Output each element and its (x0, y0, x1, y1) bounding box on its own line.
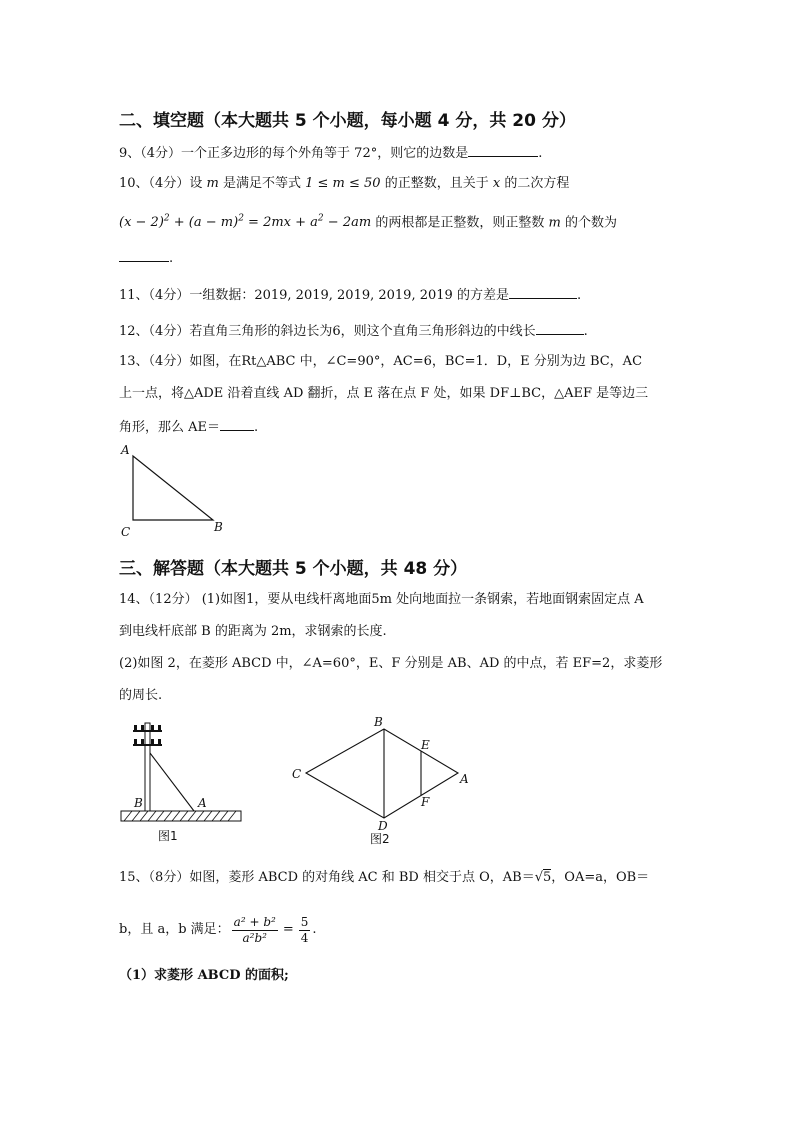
pole (145, 723, 150, 811)
q9-answer-blank[interactable] (468, 144, 538, 157)
q12-text: 12、（4分）若直角三角形的斜边长为6，则这个直角三角形斜边的中线长 (119, 324, 536, 339)
question-13-line-3 (119, 418, 258, 436)
fig2-label-a: A (460, 772, 469, 786)
q10-mid2: 的正整数，且关于 (384, 176, 489, 191)
fig1-label-a: A (198, 796, 207, 810)
q10-inequality: 1 ≤ m ≤ 50 (305, 176, 381, 191)
triangle-abc (133, 456, 213, 520)
question-14-line-2: 到电线杆底部 B 的距离为 2m，求钢索的长度. (119, 624, 387, 639)
q10-mid3: 的二次方程 (504, 176, 570, 191)
fig2-label-e: E (421, 738, 430, 752)
q13-triangle-figure (115, 440, 235, 540)
q10-var-m2: m (548, 215, 561, 231)
q11-tail: 的方差是 (456, 288, 509, 303)
q15-line2-end: . (312, 922, 317, 937)
q10-var-x: x (492, 176, 501, 191)
insulators (134, 725, 161, 745)
label-a: A (121, 443, 130, 457)
q11-answer-blank[interactable] (509, 286, 577, 299)
q11-end: . (576, 288, 582, 303)
q15-line1a: 15、（8分）如图，菱形 ABCD 的对角线 AC 和 BD 相交于点 O，AB＝ (119, 870, 535, 885)
cable (150, 753, 194, 811)
question-15-part-1: （1）求菱形 ABCD 的面积; (119, 968, 289, 983)
q13-line3-text: 角形，那么 AE＝ (119, 420, 221, 435)
fig2-label-d: D (378, 819, 388, 833)
label-b: B (214, 520, 223, 534)
fig1-label-b: B (134, 796, 143, 810)
q10-mid1: 是满足不等式 (222, 176, 301, 191)
question-14-line-1: 14、（12分） (1)如图1，要从电线杆离地面5m 处向地面拉一条钢索，若地面钢索固定点 A (119, 592, 644, 607)
q14-figure-1 (118, 717, 248, 847)
question-10-line-1 (119, 176, 569, 192)
question-12 (119, 322, 588, 340)
q10-tail2: 的个数为 (564, 215, 617, 231)
q10-end: . (169, 251, 174, 266)
q10-equation: $(x - 2)^2 + (a - m)^2 = 2mx + a^2 - 2am$ (119, 214, 372, 231)
fig1-caption: 图1 (158, 829, 178, 843)
fig2-label-b: B (374, 715, 383, 729)
rhombus-abcd (306, 729, 458, 818)
question-10-line-3 (119, 249, 173, 267)
question-14-line-4: 的周长. (119, 688, 163, 703)
q15-equals: = (282, 922, 294, 937)
q11-data: 2019, 2019, 2019, 2019, 2019 (254, 288, 453, 303)
question-15-line-2 (119, 910, 317, 950)
q12-end: . (583, 324, 588, 339)
q15-line1b: ，OA=a，OB＝ (551, 870, 650, 885)
ground-hatch (124, 811, 236, 821)
q10-tail1: 的两根都是正整数，则正整数 (375, 215, 545, 231)
question-11 (119, 286, 581, 304)
question-13-line-1: 13、（4分）如图，在Rt△ABC 中，∠C=90°，AC=6，BC=1．D，E 分别为边 BC，AC (119, 354, 643, 369)
label-c: C (121, 525, 131, 539)
question-15-line-1 (119, 870, 649, 886)
q15-sqrt: √5 (534, 870, 552, 885)
q13-answer-blank[interactable] (220, 418, 254, 431)
question-13-line-2: 上一点，将△ADE 沿着直线 AD 翻折，点 E 落在点 F 处，如果 DF⊥BC，△AEF 是等边三 (119, 386, 649, 401)
question-10-line-2 (119, 211, 617, 231)
question-14-line-3: (2)如图 2，在菱形 ABCD 中，∠A=60°，E、F 分别是 AB、AD 的中点，若 EF=2，求菱形 (119, 656, 663, 671)
fig2-caption: 图2 (370, 832, 390, 846)
q9-end: . (538, 146, 543, 161)
q15-fraction-left: $\frac{\text{a² + b²}}{\text{a²b²}}$ (233, 914, 276, 945)
q10-lead: 10、（4分）设 (119, 176, 203, 191)
q14-figure-2 (290, 713, 490, 848)
q9-text: 9、（4分）一个正多边形的每个外角等于 72°，则它的边数是 (119, 146, 469, 161)
q15-line2a: b，且 a，b 满足： (119, 922, 230, 937)
question-9 (119, 144, 542, 162)
q15-fraction-right: $\frac{5}{4}$ (300, 914, 309, 945)
fig2-label-f: F (421, 795, 430, 809)
section-3-title: 三、解答题（本大题共 5 个小题，共 48 分） (119, 559, 468, 579)
fig2-label-c: C (292, 767, 302, 781)
q11-lead: 11、（4分）一组数据： (119, 288, 255, 303)
section-2-title: 二、填空题（本大题共 5 个小题，每小题 4 分，共 20 分） (119, 111, 576, 131)
q12-answer-blank[interactable] (536, 322, 584, 335)
q10-var-m: m (206, 176, 219, 191)
q10-answer-blank[interactable] (119, 249, 169, 262)
q13-end: . (254, 420, 259, 435)
